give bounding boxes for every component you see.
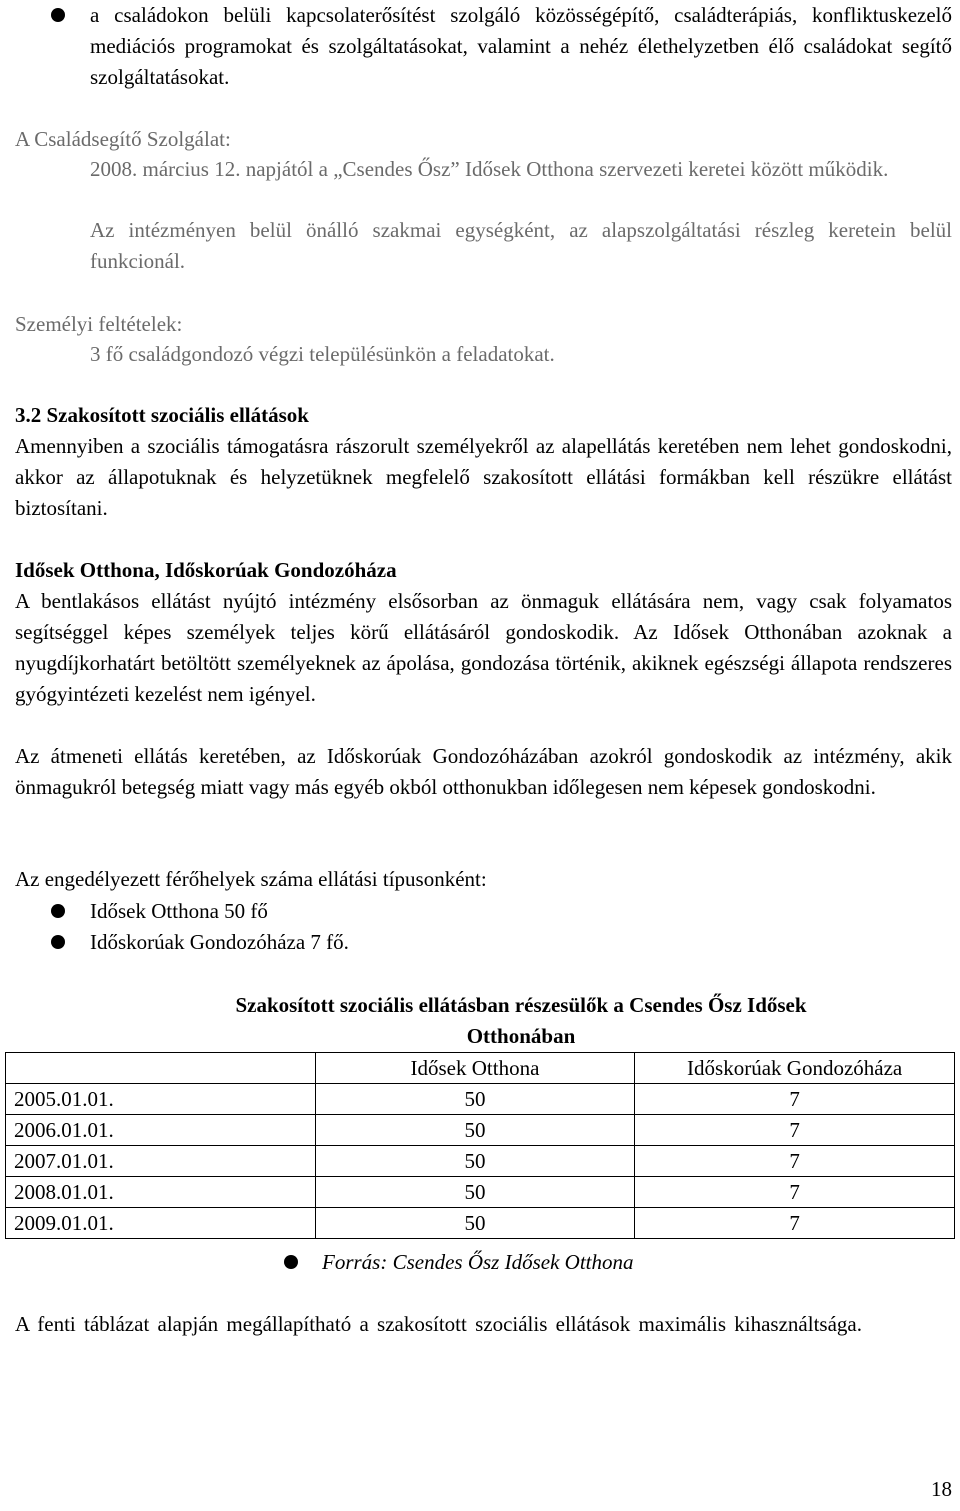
value-cell: 7: [635, 1177, 955, 1208]
family-service-heading: A Családsegítő Szolgálat:: [15, 127, 231, 151]
table-row: [6, 1115, 955, 1146]
value-cell: 7: [635, 1084, 955, 1115]
data-table: [5, 1052, 955, 1239]
date-cell: 2005.01.01.: [6, 1084, 316, 1115]
date-cell: 2006.01.01.: [6, 1115, 316, 1146]
bullet-dot: [51, 8, 65, 22]
value-cell: 50: [315, 1177, 635, 1208]
elderly-home-para2: Az átmeneti ellátás keretében, az Időskorúak Gondozóházában azokról gondoskodik az intézmény, akik önmagukról betegség miatt vagy más egyéb okból otthonukban időlegesen nem képesek gondoskodni.: [15, 744, 952, 799]
date-cell: 2009.01.01.: [6, 1208, 316, 1239]
header-cell: Idősek Otthona: [315, 1053, 635, 1084]
value-cell: 7: [635, 1115, 955, 1146]
table-title-line2: Otthonában: [466, 1024, 576, 1048]
table-row: [6, 1177, 955, 1208]
intro-bullet-text: a családokon belüli kapcsolaterősítést szolgáló közösségépítő, családterápiás, konfliktuskezelő mediációs programokat és szolgáltatásokat, valamint a nehéz élethelyzetben élő családokat segítő szolgáltatásokat.: [90, 3, 952, 89]
date-cell: 2008.01.01.: [6, 1177, 316, 1208]
capacity-item: Időskorúak Gondozóháza 7 fő.: [90, 930, 349, 954]
capacity-heading: Az engedélyezett férőhelyek száma ellátási típusonként:: [15, 867, 487, 891]
header-cell: Időskorúak Gondozóháza: [635, 1053, 955, 1084]
table-source: Forrás: Csendes Ősz Idősek Otthona: [322, 1250, 634, 1274]
bullet-dot: [51, 935, 65, 949]
section-text: Amennyiben a szociális támogatásra rászorult személyekről az alapellátás keretében nem lehet gondoskodni, akkor az állapotuknak és helyzetüknek megfelelő szakosított ellátási formákban kell részükre ellátást biztosítani.: [15, 434, 952, 520]
bullet-dot: [51, 904, 65, 918]
value-cell: 50: [315, 1084, 635, 1115]
table-title-line1: Szakosított szociális ellátásban részesülők a Csendes Ősz Idősek: [235, 993, 807, 1017]
value-cell: 50: [315, 1146, 635, 1177]
table-row: [6, 1208, 955, 1239]
table-row: [6, 1084, 955, 1115]
value-cell: 50: [315, 1115, 635, 1146]
header-cell: [6, 1053, 316, 1084]
value-cell: 50: [315, 1208, 635, 1239]
bullet-dot: [284, 1255, 298, 1269]
capacity-item: Idősek Otthona 50 fő: [90, 899, 268, 923]
value-cell: 7: [635, 1146, 955, 1177]
table-row: [6, 1146, 955, 1177]
conclusion-text: A fenti táblázat alapján megállapítható a szakosított szociális ellátások maximális kihasználtsága.: [15, 1312, 862, 1336]
family-service-para2: Az intézményen belül önálló szakmai egységként, az alapszolgáltatási részleg keretein belül funkcionál.: [90, 218, 952, 273]
staff-text: 3 fő családgondozó végzi településünkön a feladatokat.: [90, 342, 555, 366]
family-service-para1: 2008. március 12. napjától a „Csendes Ősz” Idősek Otthona szervezeti keretei között működik.: [90, 157, 889, 181]
page-number: 18: [931, 1477, 952, 1501]
section-heading: 3.2 Szakosított szociális ellátások: [15, 403, 309, 427]
date-cell: 2007.01.01.: [6, 1146, 316, 1177]
staff-heading: Személyi feltételek:: [15, 312, 183, 336]
value-cell: 7: [635, 1208, 955, 1239]
elderly-home-para1: A bentlakásos ellátást nyújtó intézmény elsősorban az önmaguk ellátására nem, vagy csak folyamatos segítséggel képes személyek teljes körű ellátásáról gondoskodik. Az Idősek Otthonában azoknak a nyugdíjkorhatárt betöltött személyeknek az ápolása, gondozása történik, akiknek egészségi állapota rendszeres gyógyintézeti kezelést nem igényel.: [15, 589, 952, 706]
elderly-home-heading: Idősek Otthona, Időskorúak Gondozóháza: [15, 558, 397, 582]
table-header-row: [6, 1053, 955, 1084]
